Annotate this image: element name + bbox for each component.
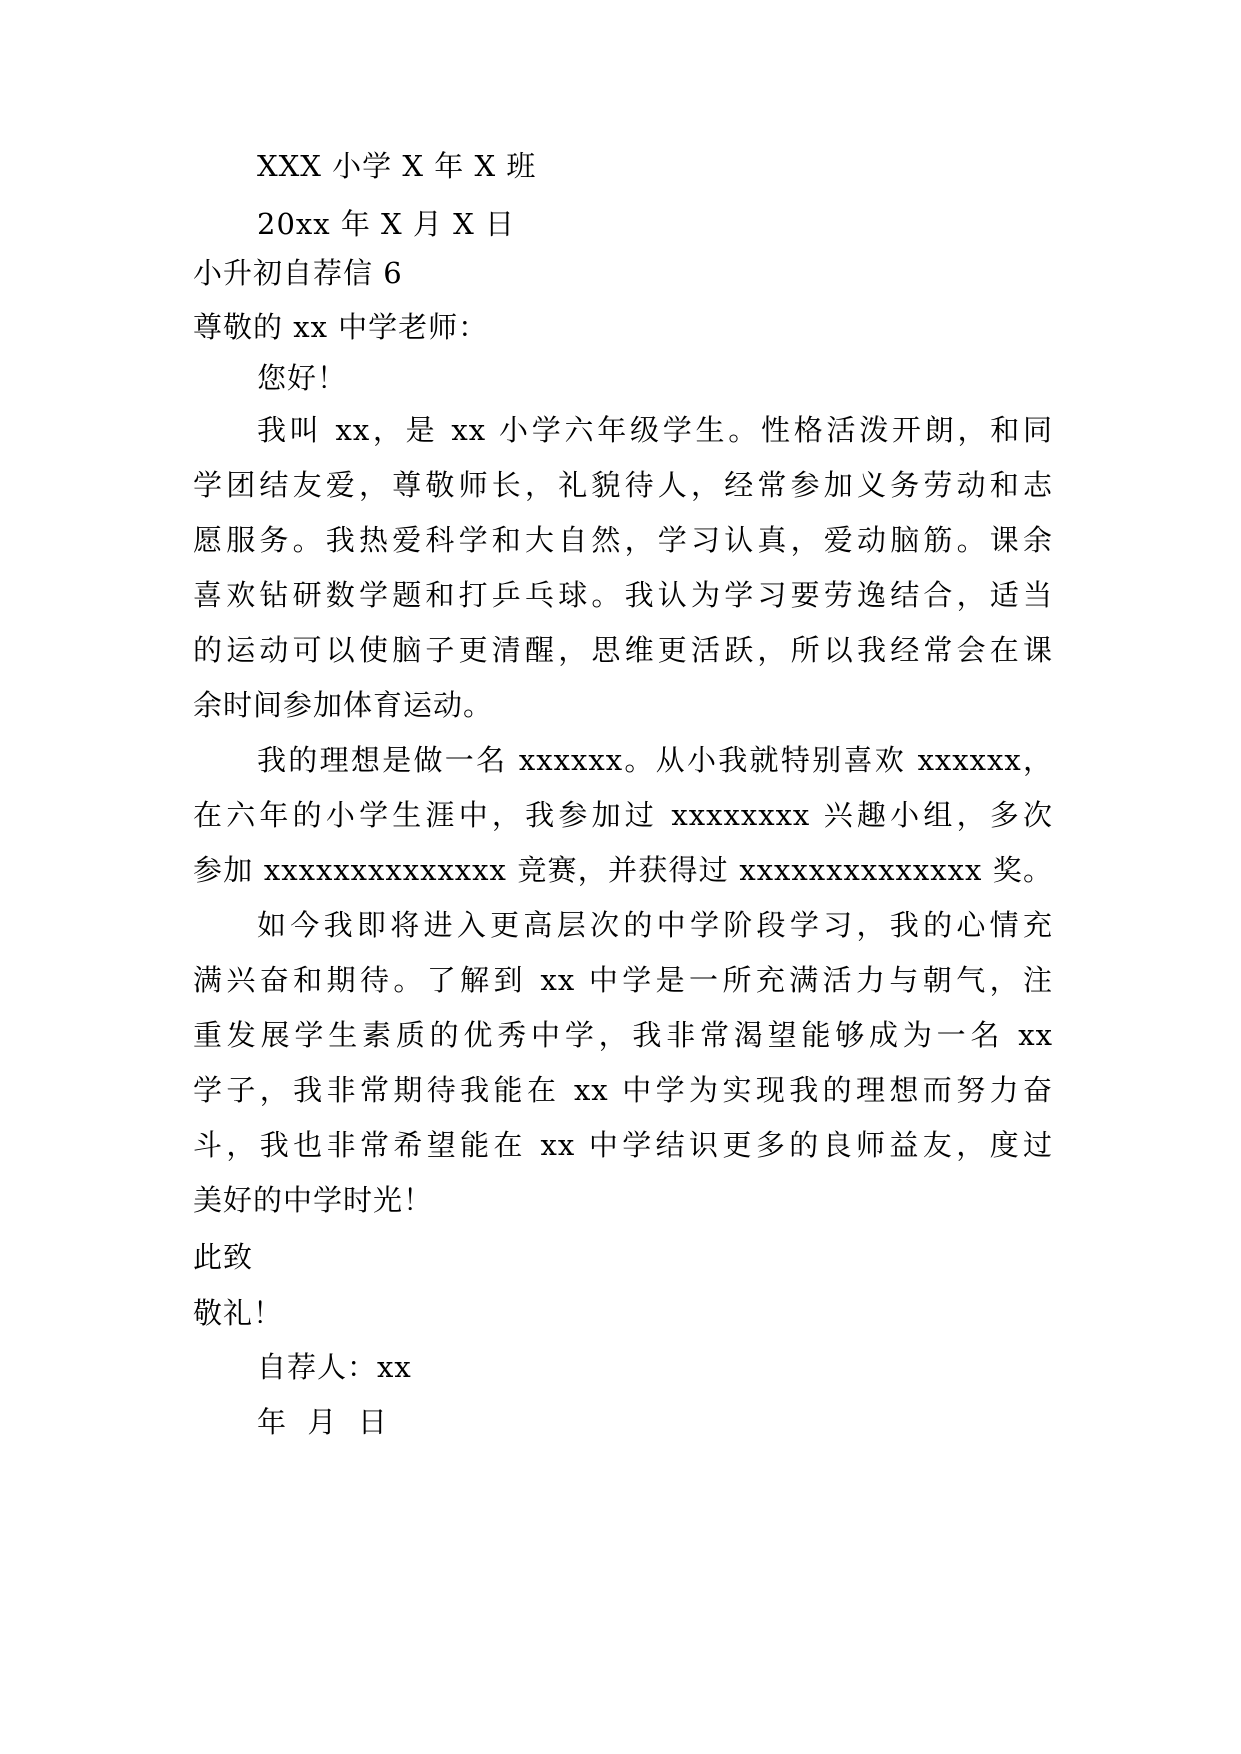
paragraph-line: 愿服务。我热爱科学和大自然，学习认真，爱动脑筋。课余 xyxy=(193,523,1053,557)
signature: 自荐人：xx xyxy=(257,1350,412,1384)
paragraph-line: 参加 xxxxxxxxxxxxxx 竞赛，并获得过 xxxxxxxxxxxxxx 奖。 xyxy=(193,853,1053,887)
letter-title: 小升初自荐信 6 xyxy=(193,256,403,290)
paragraph-line: 的运动可以使脑子更清醒，思维更活跃，所以我经常会在课 xyxy=(193,633,1053,667)
salutation: 尊敬的 xx 中学老师： xyxy=(193,310,489,344)
sign-date: 年 月 日 xyxy=(257,1405,388,1439)
closing-line-2: 敬礼！ xyxy=(193,1296,284,1330)
closing-line-1: 此致 xyxy=(193,1240,254,1274)
greeting: 您好！ xyxy=(257,361,348,395)
paragraph-line: 喜欢钻研数学题和打乒乓球。我认为学习要劳逸结合，适当 xyxy=(193,578,1053,612)
school-class-line: XXX 小学 X 年 X 班 xyxy=(257,149,537,183)
paragraph-line: 学团结友爱，尊敬师长，礼貌待人，经常参加义务劳动和志 xyxy=(193,468,1053,502)
paragraph-line: 我叫 xx，是 xx 小学六年级学生。性格活泼开朗，和同 xyxy=(257,413,1053,447)
paragraph-line: 重发展学生素质的优秀中学，我非常渴望能够成为一名 xx xyxy=(193,1018,1053,1052)
paragraph-line: 斗，我也非常希望能在 xx 中学结识更多的良师益友，度过 xyxy=(193,1128,1053,1162)
date-line: 20xx 年 X 月 X 日 xyxy=(257,207,515,241)
paragraph-line: 如今我即将进入更高层次的中学阶段学习，我的心情充 xyxy=(257,908,1053,942)
paragraph-line: 学子，我非常期待我能在 xx 中学为实现我的理想而努力奋 xyxy=(193,1073,1053,1107)
paragraph-line: 美好的中学时光！ xyxy=(193,1183,434,1217)
paragraph-line: 在六年的小学生涯中，我参加过 xxxxxxxx 兴趣小组，多次 xyxy=(193,798,1053,832)
paragraph-line: 余时间参加体育运动。 xyxy=(193,688,494,722)
paragraph-line: 我的理想是做一名 xxxxxx。从小我就特别喜欢 xxxxxx， xyxy=(257,743,1053,777)
paragraph-line: 满兴奋和期待。了解到 xx 中学是一所充满活力与朝气，注 xyxy=(193,963,1053,997)
